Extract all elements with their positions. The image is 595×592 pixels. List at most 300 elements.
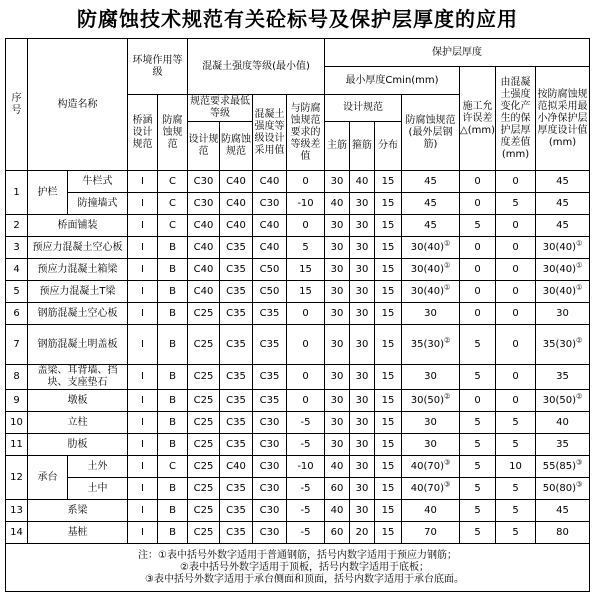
cell-c3: 15	[375, 193, 402, 215]
header-anti-outer: 防腐蚀规范(最外层钢筋)	[402, 95, 460, 171]
cell-design-value	[536, 193, 590, 215]
cell-s2: C35	[220, 365, 253, 390]
table-row	[6, 259, 590, 281]
cell-diff: 5	[287, 237, 325, 259]
cell-c2: 30	[350, 237, 375, 259]
cell-env2: B	[158, 390, 188, 412]
cell-s2: C40	[220, 193, 253, 215]
cell-s3: C30	[253, 522, 287, 544]
cell-diff: -5	[287, 434, 325, 456]
cell-c3: 15	[375, 522, 402, 544]
cell-env1: I	[128, 237, 158, 259]
cell-diff: 15	[287, 281, 325, 303]
row-number: 3	[6, 237, 28, 259]
cell-c2: 30	[350, 303, 375, 325]
cell-anti	[402, 522, 460, 544]
cell-diff: 0	[287, 215, 325, 237]
anti-value: 30(40)	[410, 285, 444, 297]
row-name: 基桩	[28, 522, 128, 544]
cell-design-value	[536, 500, 590, 522]
row-group-name: 承台	[28, 456, 68, 500]
table-row	[6, 237, 590, 259]
cell-anti	[402, 365, 460, 390]
table-row	[6, 325, 590, 365]
note-line: ②表中括号外数字适用于顶板，括号内数字适用于底板；	[180, 561, 429, 573]
table-row	[6, 303, 590, 325]
footnote-mark: ①	[443, 261, 451, 270]
cell-env2: B	[158, 434, 188, 456]
cell-design-value	[536, 412, 590, 434]
row-sub-name: 牛栏式	[68, 171, 128, 193]
cell-c2: 30	[350, 325, 375, 365]
cell-s3: C35	[253, 325, 287, 365]
anti-value: 45	[424, 197, 437, 209]
cell-anti	[402, 215, 460, 237]
cell-c1: 40	[325, 456, 350, 478]
cell-c1: 30	[325, 237, 350, 259]
cell-s1: C25	[188, 522, 220, 544]
cell-s3: C50	[253, 259, 287, 281]
cell-sd: 0	[496, 303, 536, 325]
cell-anti	[402, 281, 460, 303]
cell-diff: -5	[287, 500, 325, 522]
table-row	[6, 365, 590, 390]
cell-diff: -10	[287, 193, 325, 215]
cell-s3: C50	[253, 281, 287, 303]
cell-anti	[402, 500, 460, 522]
header-name: 构造名称	[28, 39, 128, 171]
cell-c3: 15	[375, 281, 402, 303]
cell-s1: C40	[188, 237, 220, 259]
cell-tol: 5	[460, 365, 496, 390]
header-env-bridge: 桥涵设计规范	[128, 95, 158, 171]
cell-s1: C25	[188, 456, 220, 478]
cell-env2: B	[158, 303, 188, 325]
cell-diff: 0	[287, 171, 325, 193]
anti-value: 30	[424, 438, 437, 450]
cell-s2: C35	[220, 478, 253, 500]
cell-design-value	[536, 390, 590, 412]
cell-sd: 5	[496, 500, 536, 522]
cell-s3: C35	[253, 365, 287, 390]
design-value: 30	[556, 307, 569, 319]
cell-s3: C30	[253, 193, 287, 215]
cell-diff: 15	[287, 259, 325, 281]
cell-c3: 15	[375, 500, 402, 522]
cell-env1: I	[128, 456, 158, 478]
header-design-code: 设计规范	[325, 95, 402, 122]
row-number: 9	[6, 390, 28, 412]
cell-tol: 5	[460, 215, 496, 237]
cell-s1: C25	[188, 325, 220, 365]
cell-sd: 0	[496, 325, 536, 365]
cell-s3: C30	[253, 412, 287, 434]
row-name: 钢筋混凝土明盖板	[28, 325, 128, 365]
cell-env2: C	[158, 456, 188, 478]
cell-sd: 0	[496, 171, 536, 193]
row-name: 立柱	[28, 412, 128, 434]
cell-c1: 30	[325, 215, 350, 237]
cell-env2: B	[158, 478, 188, 500]
cell-diff: -5	[287, 522, 325, 544]
table-row	[6, 412, 590, 434]
cell-sd: 5	[496, 478, 536, 500]
cell-c2: 30	[350, 500, 375, 522]
cell-c3: 15	[375, 456, 402, 478]
cell-c2: 30	[350, 434, 375, 456]
cell-sd: 5	[496, 522, 536, 544]
cell-anti	[402, 478, 460, 500]
cell-diff: 0	[287, 390, 325, 412]
footnote-mark: ①	[443, 283, 451, 292]
cell-diff: 0	[287, 365, 325, 390]
row-name: 盖梁、耳背墙、挡块、支座垫石	[28, 365, 128, 390]
cell-anti	[402, 303, 460, 325]
cell-env1: I	[128, 412, 158, 434]
cell-c3: 15	[375, 390, 402, 412]
table-row	[6, 215, 590, 237]
note-line: 注：①表中括号外数字适用于普通钢筋，括号内数字适用于预应力钢筋；	[138, 549, 457, 561]
design-value: 35	[556, 438, 569, 450]
design-value: 40	[556, 416, 569, 428]
cell-anti	[402, 259, 460, 281]
cell-design-value	[536, 325, 590, 365]
notes	[6, 544, 590, 592]
cell-c1: 30	[325, 412, 350, 434]
cell-env1: I	[128, 390, 158, 412]
cell-env1: I	[128, 500, 158, 522]
header-tolerance: 施工允许误差△(mm)	[460, 67, 496, 171]
cell-env2: B	[158, 412, 188, 434]
cell-s2: C35	[220, 237, 253, 259]
cell-s2: C35	[220, 522, 253, 544]
cell-c3: 15	[375, 259, 402, 281]
cell-sd: 10	[496, 456, 536, 478]
cell-tol: 5	[460, 522, 496, 544]
cell-sd: 0	[496, 365, 536, 390]
cell-c1: 60	[325, 478, 350, 500]
cell-c3: 15	[375, 325, 402, 365]
header-cover: 保护层厚度	[325, 39, 590, 67]
cell-design-value	[536, 522, 590, 544]
cell-sd: 5	[496, 193, 536, 215]
cell-env1: I	[128, 522, 158, 544]
cell-c3: 15	[375, 412, 402, 434]
header-env: 环境作用等级	[128, 39, 188, 95]
header-row-1	[6, 39, 590, 67]
cell-anti	[402, 193, 460, 215]
cell-s2: C40	[220, 456, 253, 478]
cell-c2: 30	[350, 259, 375, 281]
cell-s1: C25	[188, 500, 220, 522]
cell-s2: C35	[220, 281, 253, 303]
footnote-mark: ①	[576, 239, 583, 248]
cell-env2: B	[158, 325, 188, 365]
anti-value: 30(40)	[410, 263, 444, 275]
anti-value: 30	[424, 416, 437, 428]
header-distrib: 分布	[375, 122, 402, 171]
row-name: 预应力混凝土箱梁	[28, 259, 128, 281]
cell-env1: I	[128, 259, 158, 281]
anti-value: 40(70)	[410, 460, 444, 472]
footnote-mark: ③	[443, 480, 451, 489]
row-number: 4	[6, 259, 28, 281]
header-req-anti: 防腐蚀规范	[220, 122, 253, 171]
cell-design-value	[536, 303, 590, 325]
cell-c2: 30	[350, 478, 375, 500]
cell-tol: 5	[460, 325, 496, 365]
header-strength-diff: 由混凝土强度变化产生的保护层厚度差值(mm)	[496, 67, 536, 171]
cell-anti	[402, 390, 460, 412]
cell-s1: C40	[188, 281, 220, 303]
cell-s1: C25	[188, 478, 220, 500]
cell-env1: I	[128, 434, 158, 456]
anti-value: 35(30)	[410, 338, 444, 350]
page-title: 防腐蚀技术规范有关砼标号及保护层厚度的应用	[77, 7, 518, 31]
cell-diff: 0	[287, 325, 325, 365]
cell-env2: B	[158, 281, 188, 303]
footnote-mark: ①	[576, 261, 583, 270]
row-name: 墩板	[28, 390, 128, 412]
cell-env2: B	[158, 365, 188, 390]
notes-row	[6, 544, 590, 592]
cell-tol: 0	[460, 303, 496, 325]
cell-diff: -5	[287, 478, 325, 500]
table-row	[6, 193, 590, 215]
design-value: 30(40)	[542, 241, 576, 253]
cell-env1: I	[128, 303, 158, 325]
cell-c1: 30	[325, 303, 350, 325]
anti-value: 40(70)	[410, 482, 444, 494]
header-main-bar: 主筋	[325, 122, 350, 171]
cell-c3: 15	[375, 434, 402, 456]
cell-s2: C35	[220, 500, 253, 522]
footnote-mark: ②	[443, 392, 451, 401]
anti-value: 45	[424, 175, 437, 187]
cell-design-value	[536, 215, 590, 237]
cell-s2: C35	[220, 390, 253, 412]
cell-env2: C	[158, 171, 188, 193]
cell-c1: 30	[325, 365, 350, 390]
cell-c2: 20	[350, 522, 375, 544]
table-row	[6, 500, 590, 522]
cell-env1: I	[128, 325, 158, 365]
cell-design-value	[536, 478, 590, 500]
cell-s2: C40	[220, 171, 253, 193]
table-row	[6, 281, 590, 303]
row-number: 7	[6, 325, 28, 365]
design-value: 80	[556, 526, 569, 538]
table-row	[6, 390, 590, 412]
cell-c1: 60	[325, 522, 350, 544]
table-row	[6, 456, 590, 478]
row-number: 12	[6, 456, 28, 500]
design-value: 30(40)	[542, 263, 576, 275]
cell-s1: C25	[188, 434, 220, 456]
cell-tol: 0	[460, 171, 496, 193]
header-adopt: 混凝土强度等级设计采用值	[253, 95, 287, 171]
cell-c3: 15	[375, 303, 402, 325]
cell-c1: 30	[325, 171, 350, 193]
cell-env2: C	[158, 193, 188, 215]
cell-c2: 30	[350, 390, 375, 412]
cell-env1: I	[128, 171, 158, 193]
anti-value: 45	[424, 219, 437, 231]
anti-value: 40	[424, 504, 437, 516]
row-number: 5	[6, 281, 28, 303]
cell-c2: 30	[350, 412, 375, 434]
cell-design-value	[536, 259, 590, 281]
row-number: 6	[6, 303, 28, 325]
cell-sd: 0	[496, 281, 536, 303]
cell-s2: C40	[220, 215, 253, 237]
design-value: 45	[556, 197, 569, 209]
row-number: 1	[6, 171, 28, 215]
row-number: 14	[6, 522, 28, 544]
cell-anti	[402, 237, 460, 259]
design-value: 45	[556, 175, 569, 187]
header-diff: 与防腐蚀规范要求的等级差值	[287, 95, 325, 171]
cell-env2: B	[158, 237, 188, 259]
row-sub-name: 防撞墙式	[68, 193, 128, 215]
cell-tol: 5	[460, 456, 496, 478]
footnote-mark: ③	[576, 480, 583, 489]
table-row	[6, 171, 590, 193]
cell-design-value	[536, 456, 590, 478]
anti-value: 30	[424, 307, 437, 319]
anti-value: 70	[424, 526, 437, 538]
footnote-mark: ①	[576, 283, 583, 292]
cell-s1: C25	[188, 303, 220, 325]
header-min-thick: 最小厚度Cmin(mm)	[325, 67, 460, 95]
footnote-mark: ②	[443, 336, 451, 345]
cell-c3: 15	[375, 215, 402, 237]
cell-c2: 30	[350, 193, 375, 215]
cell-design-value	[536, 365, 590, 390]
anti-value: 30	[424, 371, 437, 382]
cell-sd: 0	[496, 237, 536, 259]
cell-c2: 30	[350, 215, 375, 237]
cell-anti	[402, 456, 460, 478]
row-number: 8	[6, 365, 28, 390]
cell-tol: 0	[460, 281, 496, 303]
footnote-mark: ②	[576, 392, 583, 401]
cell-sd: 0	[496, 390, 536, 412]
cell-s2: C35	[220, 412, 253, 434]
cell-env2: B	[158, 259, 188, 281]
cell-env1: I	[128, 478, 158, 500]
cell-c2: 30	[350, 456, 375, 478]
cell-s1: C25	[188, 412, 220, 434]
row-name: 预应力混凝土T梁	[28, 281, 128, 303]
anti-value: 30(40)	[410, 241, 444, 253]
row-name: 钢筋混凝土空心板	[28, 303, 128, 325]
cell-s2: C35	[220, 325, 253, 365]
row-number: 13	[6, 500, 28, 522]
cell-c1: 40	[325, 193, 350, 215]
design-value: 45	[556, 504, 569, 516]
row-name: 预应力混凝土空心板	[28, 237, 128, 259]
cell-c1: 30	[325, 390, 350, 412]
cell-s1: C30	[188, 171, 220, 193]
cell-c2: 30	[350, 365, 375, 390]
row-number: 10	[6, 412, 28, 434]
table-row	[6, 522, 590, 544]
cell-c3: 15	[375, 237, 402, 259]
design-value: 35	[556, 371, 569, 382]
cell-env2: C	[158, 215, 188, 237]
cell-s3: C30	[253, 500, 287, 522]
cell-s3: C40	[253, 215, 287, 237]
cell-anti	[402, 434, 460, 456]
cell-s1: C25	[188, 365, 220, 390]
design-value: 50(80)	[542, 482, 576, 494]
header-strength: 混凝土强度等级(最小值)	[188, 39, 325, 95]
cell-c3: 15	[375, 365, 402, 390]
cell-tol: 5	[460, 412, 496, 434]
cell-env1: I	[128, 215, 158, 237]
cell-design-value	[536, 434, 590, 456]
cell-tol: 0	[460, 259, 496, 281]
cell-anti	[402, 325, 460, 365]
table-row	[6, 434, 590, 456]
design-value: 30(50)	[542, 394, 576, 406]
header-req-design: 设计规范	[188, 122, 220, 171]
cell-tol: 0	[460, 193, 496, 215]
cell-tol: 5	[460, 478, 496, 500]
spec-table	[5, 38, 590, 592]
cell-tol: 5	[460, 434, 496, 456]
cell-s3: C30	[253, 456, 287, 478]
cell-env1: I	[128, 193, 158, 215]
cell-s1: C30	[188, 193, 220, 215]
cell-diff: -5	[287, 412, 325, 434]
header-stirrup: 箍筋	[350, 122, 375, 171]
cell-s3: C30	[253, 478, 287, 500]
cell-s2: C35	[220, 303, 253, 325]
cell-s3: C40	[253, 171, 287, 193]
note-line: ③表中括号外数字适用于承台侧面和顶面，括号内数字适用于承台底面。	[145, 573, 464, 585]
row-sub-name: 土中	[68, 478, 128, 500]
cell-c2: 30	[350, 281, 375, 303]
footnote-mark: ③	[576, 458, 583, 467]
row-name: 系梁	[28, 500, 128, 522]
cell-s3: C30	[253, 434, 287, 456]
cell-s1: C25	[188, 390, 220, 412]
cell-c1: 40	[325, 500, 350, 522]
table-row	[6, 478, 590, 500]
cell-env2: B	[158, 522, 188, 544]
cell-c3: 15	[375, 478, 402, 500]
row-sub-name: 土外	[68, 456, 128, 478]
cell-s3: C35	[253, 390, 287, 412]
cell-sd: 0	[496, 259, 536, 281]
cell-anti	[402, 412, 460, 434]
cell-env1: I	[128, 365, 158, 390]
cell-c1: 30	[325, 325, 350, 365]
cell-s1: C40	[188, 259, 220, 281]
cell-anti	[402, 171, 460, 193]
cell-sd: 5	[496, 434, 536, 456]
header-design-value: 按防腐蚀规范拟采用最小净保护层厚度设计值(mm)	[536, 67, 590, 171]
cell-c2: 40	[350, 171, 375, 193]
cell-tol: 0	[460, 237, 496, 259]
row-number: 2	[6, 215, 28, 237]
cell-env2: B	[158, 500, 188, 522]
cell-c1: 30	[325, 434, 350, 456]
footnote-mark: ②	[576, 336, 583, 345]
row-name: 肋板	[28, 434, 128, 456]
